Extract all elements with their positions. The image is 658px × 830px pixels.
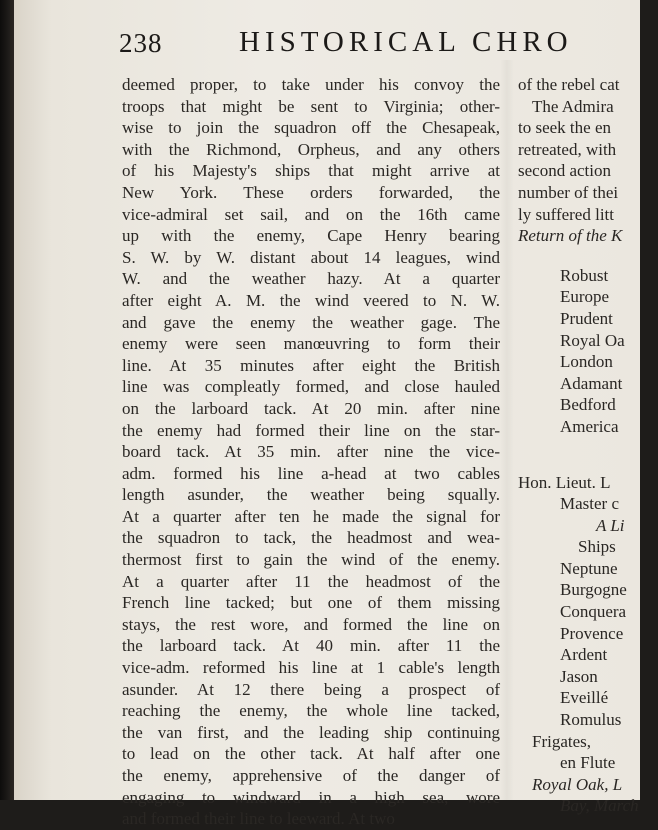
text-line: troops that might be sent to Virginia; other- <box>122 96 500 116</box>
footer-line: Royal Oak, L <box>532 774 623 794</box>
ship-name: Adamant <box>560 373 623 393</box>
ship-list <box>518 265 658 438</box>
text-line: number of thei <box>518 182 619 202</box>
text-line: At a quarter after 11 the headmost of the <box>122 571 500 591</box>
text-line: ly suffered litt <box>518 204 614 224</box>
text-line: W. and the weather hazy. At a quarter <box>122 269 500 289</box>
page-number: 238 <box>119 28 163 58</box>
spacer <box>518 438 658 472</box>
ship-name: Robust <box>560 265 609 285</box>
text-line: to seek the en <box>518 118 611 138</box>
text-line: and gave the enemy the weather gage. The <box>122 312 500 332</box>
text-line: the enemy, apprehensive of the danger of <box>122 766 500 785</box>
text-line: the squadron to tack, the headmost and wea- <box>122 528 500 548</box>
text-line: vice-adm. reformed his line at 1 cable's length <box>122 658 500 678</box>
ship-name: Prudent <box>560 308 613 328</box>
text-line: length asunder, the weather being squally. <box>122 485 500 505</box>
text-line: enemy were seen manœuvring to form their <box>122 334 500 354</box>
book-spine <box>0 0 14 800</box>
text-line: on the larboard tack. At 20 min. after nine <box>122 398 500 418</box>
text-line: wise to join the squadron off the Chesapeak, <box>122 118 500 138</box>
text-line: reaching the enemy, the whole line tacked, <box>122 701 500 721</box>
ship-name: Romulus <box>560 710 622 730</box>
ship-name: America <box>560 416 619 436</box>
text-line: S. W. by W. distant about 14 leagues, wind <box>122 247 500 267</box>
ship-name: Conquera <box>560 602 627 622</box>
officer-line: Hon. Lieut. L <box>518 472 611 492</box>
text-line: asunder. At 12 there being a prospect of <box>122 679 500 699</box>
ship-name: Europe <box>560 287 610 307</box>
text-line: the larboard tack. At 40 min. after 11 the <box>122 636 500 656</box>
text-line: New York. These orders forwarded, the <box>122 182 500 202</box>
footer-line: Bay, March <box>560 796 639 816</box>
text-line: after eight A. M. the wind veered to N. W. <box>122 290 500 310</box>
right-column <box>518 74 658 817</box>
text-line: to lead on the other tack. At half after one <box>122 744 500 764</box>
text-line: engaging to windward in a high sea, wore <box>122 787 500 807</box>
french-ship-list <box>518 558 658 731</box>
text-line: of his Majesty's ships that might arrive at <box>122 161 500 181</box>
text-line: board tack. At 35 min. after nine the vice- <box>122 442 500 462</box>
text-line: At a quarter after ten he made the signal for <box>122 506 500 526</box>
text-line: thermost first to gain the wind of the enemy. <box>122 550 500 570</box>
frigates-line: Frigates, <box>532 731 592 751</box>
return-heading: Return of the K <box>518 226 623 246</box>
book-page <box>14 0 640 829</box>
ship-name: London <box>560 352 613 372</box>
ship-name: Provence <box>560 623 624 643</box>
text-line: The Admira <box>532 96 614 116</box>
ship-name: Jason <box>560 666 598 686</box>
text-line: the enemy had formed their line on the star- <box>122 420 500 440</box>
text-line: retreated, with <box>518 139 617 159</box>
running-head: HISTORICAL CHRO <box>239 26 573 58</box>
spacer <box>518 247 658 265</box>
ship-name: Neptune <box>560 558 618 578</box>
text-line: deemed proper, to take under his convoy the <box>122 75 500 94</box>
ship-name: Ardent <box>560 645 608 665</box>
text-line: line. At 35 minutes after eight the British <box>122 355 500 375</box>
left-column <box>122 74 500 830</box>
text-line: of the rebel cat <box>518 75 620 94</box>
text-line: up with the enemy, Cape Henry bearing <box>122 226 500 246</box>
list-heading: A Li <box>596 515 625 535</box>
text-line: vice-admiral set sail, and on the 16th came <box>122 204 500 224</box>
master-line: Master c <box>560 494 620 514</box>
text-line: the van first, and the leading ship continuing <box>122 722 500 742</box>
ship-name: Burgogne <box>560 580 627 600</box>
column-gutter <box>500 60 514 800</box>
ship-name: Royal Oa <box>560 330 625 350</box>
text-line: and formed their line to leeward. At two <box>122 809 395 829</box>
text-line: stays, the rest wore, and formed the line on <box>122 614 500 634</box>
text-line: line was compleatly formed, and close hauled <box>122 377 500 397</box>
text-line: French line tacked; but one of them missing <box>122 593 500 613</box>
text-line: with the Richmond, Orpheus, and any others <box>122 139 500 159</box>
ship-name: Bedford <box>560 395 616 415</box>
ship-name: Eveillé <box>560 688 609 708</box>
text-line: adm. formed his line a-head at two cables <box>122 463 500 483</box>
ships-label: Ships <box>578 537 616 557</box>
text-line: second action <box>518 161 611 181</box>
en-flute-line: en Flute <box>560 753 616 773</box>
